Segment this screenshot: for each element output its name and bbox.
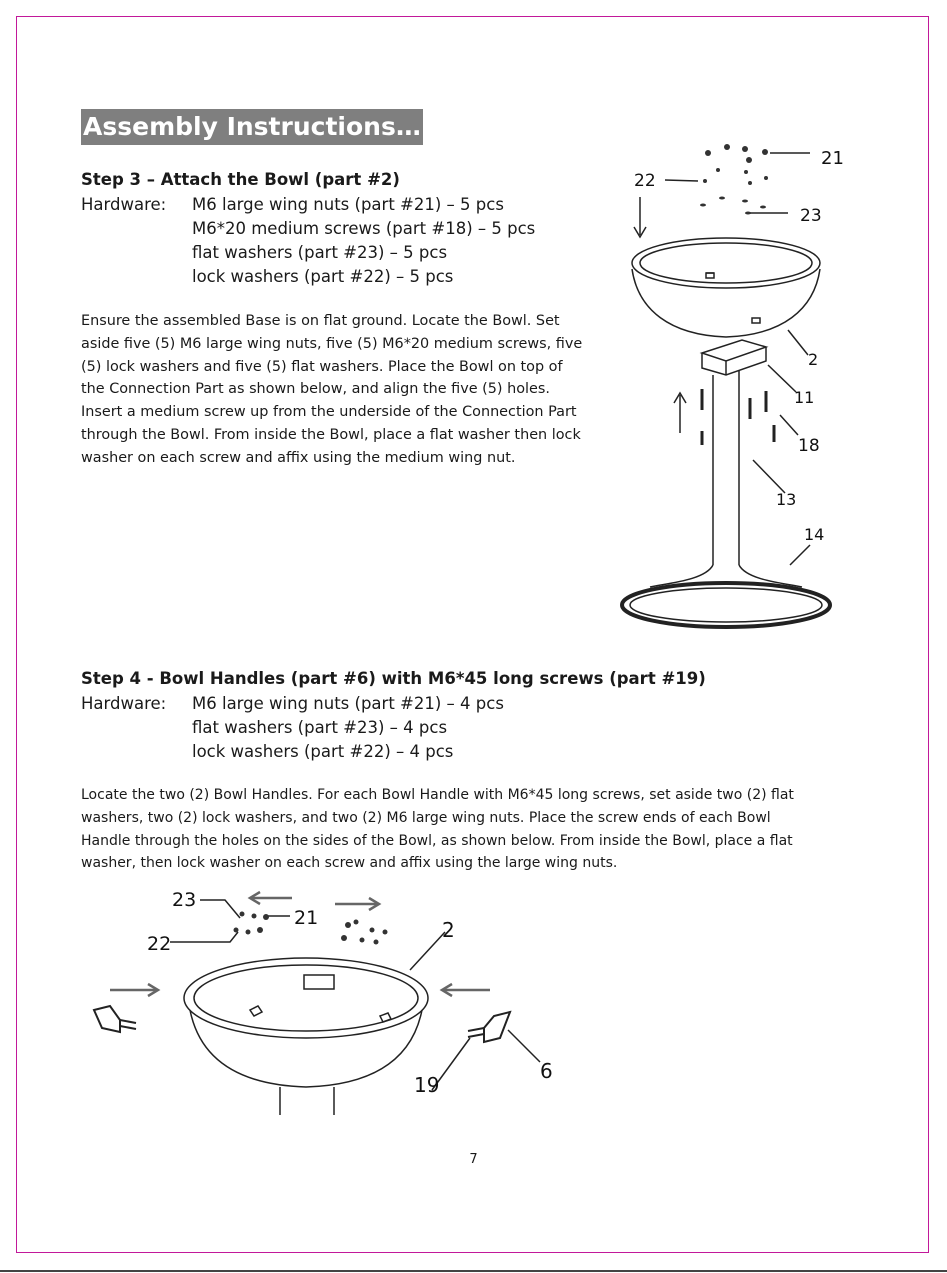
left-arrow-icon [442, 984, 490, 996]
step-3-hardware-item: M6*20 medium screws (part #18) – 5 pcs [192, 219, 536, 238]
instruction-line: aside five (5) M6 large wing nuts, five (5) M6*20 medium screws, five [81, 335, 583, 352]
callout-23: 23 [172, 889, 197, 911]
instruction-line: Handle through the holes on the sides of the Bowl, as shown below. From inside the Bowl, place a flat [81, 832, 793, 849]
callout-21: 21 [821, 148, 844, 169]
callout-6: 6 [540, 1059, 553, 1083]
callout-22: 22 [634, 171, 656, 191]
step-4-instructions [81, 784, 794, 875]
page-title: Assembly Instructions… [81, 109, 423, 145]
step-3-hardware-item: lock washers (part #22) – 5 pcs [192, 267, 454, 286]
instruction-line: (5) lock washers and five (5) flat washers. Place the Bowl on top of [81, 358, 563, 375]
instruction-line: the Connection Part as shown below, and align the five (5) holes. [81, 381, 550, 398]
up-arrow-icon [674, 393, 686, 433]
callout-14: 14 [804, 525, 825, 544]
callout-11: 11 [794, 388, 815, 407]
bowl-icon [632, 238, 820, 337]
instruction-line: Locate the two (2) Bowl Handles. For each Bowl Handle with M6*45 long screws, set aside two (2) flat [81, 787, 794, 803]
right-arrow-icon [110, 984, 158, 996]
left-handle-icon [94, 1006, 136, 1032]
callout-18: 18 [798, 436, 820, 456]
wing-nuts-icon [705, 144, 768, 163]
callout-19: 19 [414, 1073, 440, 1097]
step-3-instructions [81, 310, 582, 470]
instruction-line: Insert a medium screw up from the underside of the Connection Part [81, 404, 577, 421]
callout-13: 13 [776, 490, 797, 509]
bottom-rule [0, 1270, 947, 1272]
step-4-hardware-item: lock washers (part #22) – 4 pcs [192, 742, 454, 761]
washers-icon [700, 168, 768, 215]
connection-part-icon [702, 340, 766, 375]
bowl-icon [184, 958, 428, 1115]
base-ring-icon [622, 583, 830, 627]
down-arrow-icon [634, 197, 646, 237]
step-4-hardware-item: flat washers (part #23) – 4 pcs [192, 718, 448, 737]
instruction-line: Ensure the assembled Base is on flat ground. Locate the Bowl. Set [81, 313, 560, 329]
step-3-title: Step 3 – Attach the Bowl (part #2) [81, 170, 400, 189]
step-4-handles-diagram [80, 880, 580, 1120]
step-3-hardware-label: Hardware: [81, 195, 167, 214]
instruction-line: washer, then lock washer on each screw and affix using the large wing nuts. [81, 855, 618, 872]
step-4-title: Step 4 - Bowl Handles (part #6) with M6*45 long screws (part #19) [81, 669, 706, 688]
step-3-bowl-stand-diagram [610, 135, 850, 635]
step-4-hardware-label: Hardware: [81, 694, 167, 713]
callout-2: 2 [808, 350, 819, 369]
right-arrow-icon [335, 898, 379, 910]
step-3-hardware-item: flat washers (part #23) – 5 pcs [192, 243, 448, 262]
instruction-line: washer on each screw and affix using the medium wing nut. [81, 449, 516, 466]
right-handle-icon [468, 1012, 510, 1042]
callout-21: 21 [294, 907, 319, 929]
callout-22: 22 [147, 933, 172, 955]
step-3-hardware-item: M6 large wing nuts (part #21) – 5 pcs [192, 195, 504, 214]
instruction-line: washers, two (2) lock washers, and two (2) M6 large wing nuts. Place the screw ends of each Bowl [81, 809, 771, 826]
callout-23: 23 [800, 206, 822, 226]
step-4-hardware-item: M6 large wing nuts (part #21) – 4 pcs [192, 694, 504, 713]
callout-2: 2 [442, 918, 455, 942]
instruction-line: through the Bowl. From inside the Bowl, place a flat washer then lock [81, 426, 581, 443]
left-arrow-icon [250, 892, 292, 904]
pole-icon [650, 371, 802, 587]
page-number: 7 [469, 1152, 478, 1167]
